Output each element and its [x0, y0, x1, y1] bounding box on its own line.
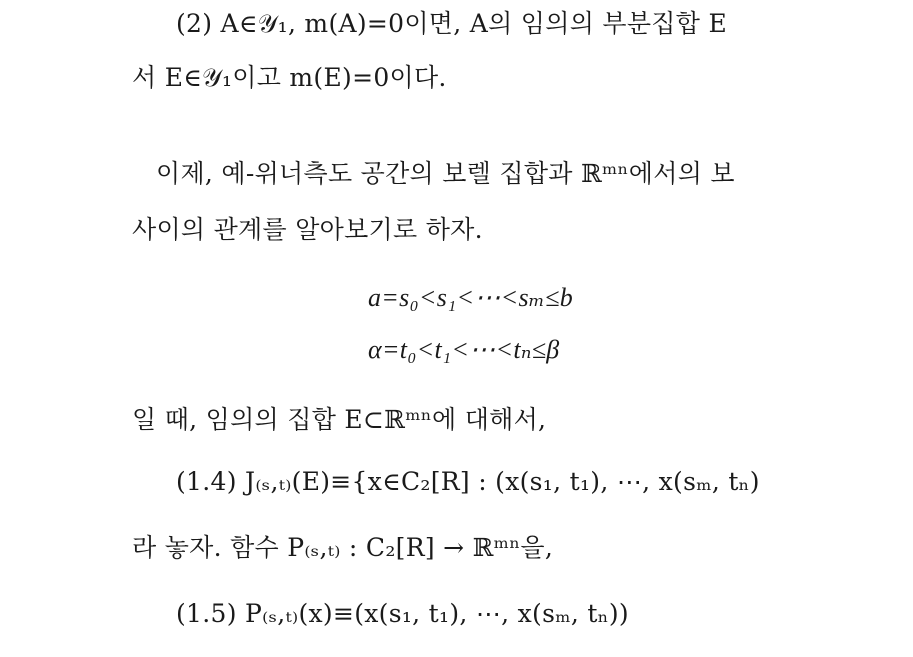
equation-s-partition: a=s₀<s₁<⋯<sₘ≤b — [368, 283, 574, 312]
text-line-1: (2) A∈𝒴₁, m(A)=0이면, A의 임의의 부분집합 E — [176, 9, 727, 38]
text-line-5: 일 때, 임의의 집합 E⊂ℝᵐⁿ에 대해서, — [132, 405, 547, 434]
equation-1-4: (1.4) J₍ₛ,ₜ₎(E)≡{x∈C₂[R] : (x(s₁, t₁), ⋯, x(sₘ, tₙ) — [176, 467, 760, 496]
equation-t-partition: α=t₀<t₁<⋯<tₙ≤β — [368, 335, 560, 364]
equation-1-5: (1.5) P₍ₛ,ₜ₎(x)≡(x(s₁, t₁), ⋯, x(sₘ, tₙ)) — [176, 599, 629, 628]
text-line-3: 이제, 예-위너측도 공간의 보렐 집합과 ℝᵐⁿ에서의 보 — [156, 159, 735, 188]
text-line-2: 서 E∈𝒴₁이고 m(E)=0이다. — [132, 63, 447, 92]
text-line-7: 라 놓자. 함수 P₍ₛ,ₜ₎ : C₂[R] → ℝᵐⁿ을, — [132, 533, 554, 562]
text-line-4: 사이의 관계를 알아보기로 하자. — [132, 215, 483, 244]
